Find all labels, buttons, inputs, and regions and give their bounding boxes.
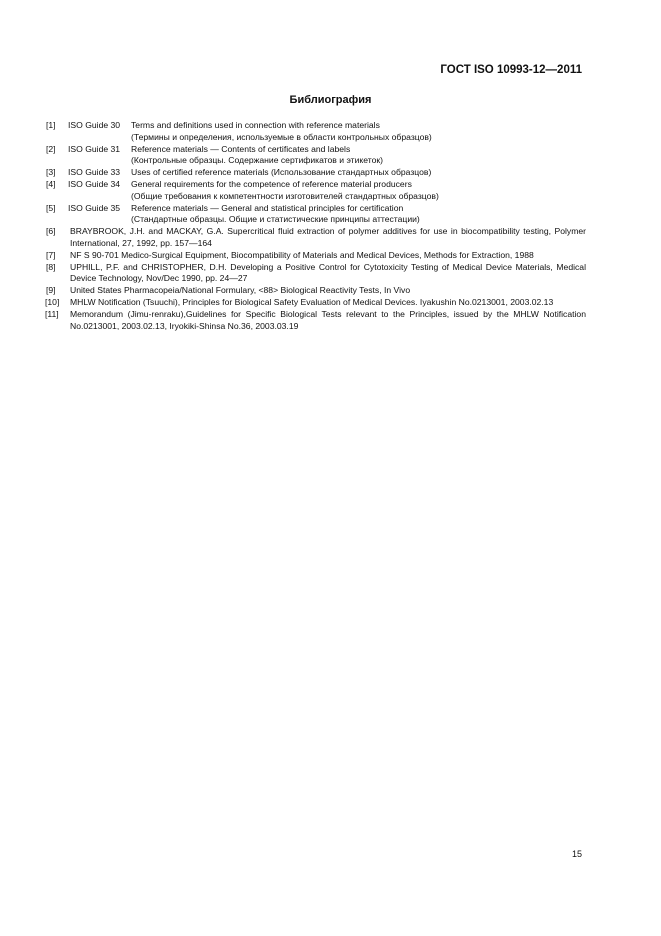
bibliography-title: Библиография <box>289 94 372 106</box>
reference-item <box>46 179 586 203</box>
reference-item <box>46 167 586 179</box>
reference-text: BRAYBROOK, J.H. and MACKAY, G.A. Supercritical fluid extraction of polymer additives for use in biocompatibility testing, Polymer International, 27, 1992, pp. 157—164 <box>70 226 586 248</box>
reference-item <box>46 297 586 309</box>
reference-item <box>46 309 586 333</box>
reference-number: [11] <box>45 308 59 319</box>
reference-number: [7] <box>46 249 56 260</box>
reference-text-en: Uses of certified reference materials (Использование стандартных образцов) <box>131 167 432 178</box>
reference-number: [3] <box>46 167 56 178</box>
reference-number: [1] <box>46 120 56 130</box>
reference-number: [4] <box>46 178 56 189</box>
reference-text: NF S 90-701 Medico-Surgical Equipment, Biocompatibility of Materials and Medical Devices, Methods for Extraction, 1988 <box>70 249 534 260</box>
reference-number: [2] <box>46 143 56 154</box>
reference-text-en: General requirements for the competence of reference material producers <box>131 178 412 189</box>
reference-text: United States Pharmacopeia/National Formulary, <88> Biological Reactivity Tests, In Vivo <box>70 285 411 296</box>
reference-number: [6] <box>46 226 56 237</box>
reference-code: ISO Guide 31 <box>68 143 121 154</box>
reference-text-ru: (Термины и определения, используемые в области контрольных образцов) <box>131 131 432 142</box>
reference-number: [10] <box>45 296 60 307</box>
reference-item <box>46 203 586 227</box>
reference-item <box>46 250 586 262</box>
reference-item <box>46 226 586 250</box>
bibliography-list <box>46 120 586 332</box>
reference-item <box>46 120 586 144</box>
reference-number: [9] <box>46 285 56 296</box>
reference-text-en: Reference materials — General and statistical principles for certification <box>131 202 404 213</box>
reference-number: [8] <box>46 261 56 272</box>
reference-text-ru: (Стандартные образцы. Общие и статистические принципы аттестации) <box>131 214 420 225</box>
reference-text: UPHILL, P.F. and CHRISTOPHER, D.H. Developing a Positive Control for Cytotoxicity Testing of Medical Device Materials, Medical Device Technology, Nov/Dec 1990, pp. 24—27 <box>70 261 586 284</box>
reference-code: ISO Guide 33 <box>68 167 121 178</box>
reference-item <box>46 285 586 297</box>
reference-code: ISO Guide 30 <box>68 120 121 130</box>
reference-code: ISO Guide 34 <box>68 178 121 189</box>
reference-number: [5] <box>46 202 56 213</box>
reference-text-ru: (Общие требования к компетентности изготовителей стандартных образцов) <box>131 190 439 201</box>
reference-text: MHLW Notification (Tsuuchi), Principles for Biological Safety Evaluation of Medical Devices. Iyakushin No.0213001, 2003.02.13 <box>70 296 554 307</box>
reference-item <box>46 262 586 286</box>
reference-text-ru: (Контрольные образцы. Содержание сертификатов и этикеток) <box>131 155 383 166</box>
reference-code: ISO Guide 35 <box>68 202 121 213</box>
reference-text: Memorandum (Jimu-renraku),Guidelines for Specific Biological Tests relevant to the Principles, issued by the MHLW Notification No.0213001, 2003.02.13, Iryokiki-Shinsa No.36, 2003.03.19 <box>70 308 586 331</box>
reference-item <box>46 144 586 168</box>
reference-text-en: Terms and definitions used in connection with reference materials <box>131 120 380 130</box>
page-number: 15 <box>572 849 583 859</box>
document-id-header: ГОСТ ISO 10993-12—2011 <box>440 64 582 76</box>
reference-text-en: Reference materials — Contents of certificates and labels <box>131 143 351 154</box>
